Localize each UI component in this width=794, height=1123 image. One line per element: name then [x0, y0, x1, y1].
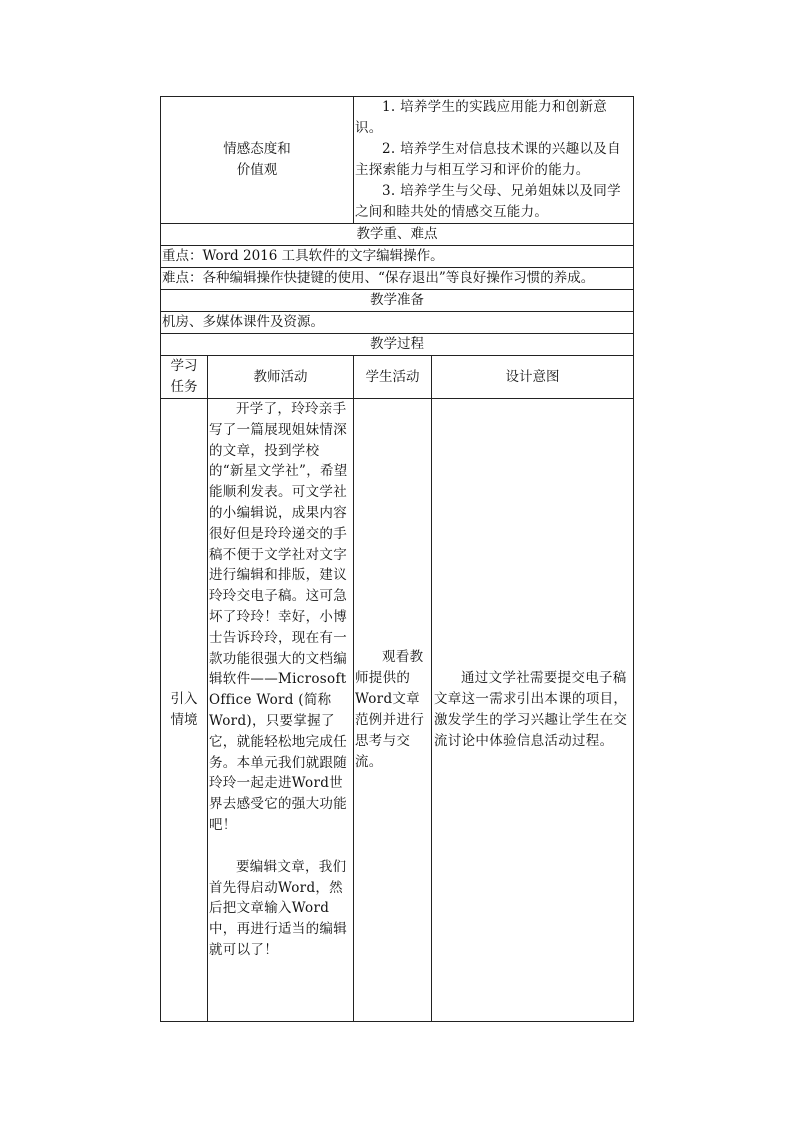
affect-label-line1: 情感态度和 [223, 141, 291, 157]
column-teacher: 教师活动 [208, 356, 354, 399]
column-student: 学生活动 [354, 356, 432, 399]
affect-item-1: 1. 培养学生的实践应用能力和创新意识。 [355, 99, 608, 136]
row-task-line2: 情境 [170, 712, 198, 728]
design-intent-text: 通过文学社需要提交电子稿文章这一需求引出本课的项目，激发学生的学习兴趣让学生在交流讨论中体验信息活动过程。 [434, 670, 628, 749]
process-heading: 教学过程 [161, 334, 634, 356]
preparation-heading-row [161, 290, 634, 312]
process-columns-row [161, 356, 634, 399]
column-task [161, 356, 208, 399]
lesson-plan-page [160, 96, 633, 1022]
student-activity [354, 399, 432, 1022]
column-design: 设计意图 [432, 356, 634, 399]
difficult-point-row [161, 268, 634, 290]
keypoints-heading-row [161, 224, 634, 246]
teacher-activity-p1: 开学了，玲玲亲手写了一篇展现姐妹情深的文章，投到学校的“新星文学社”，希望能顺利发表。可文学社的小编辑说，成果内容很好但是玲玲递交的手稿不便于文学社对文字进行编辑和排版，建议玲玲交电子稿。这可急坏了玲玲！幸好，小博士告诉玲玲，现在有一款功能很强大的文档编辑软件——Microsoft Office Word (简称Word)，只要掌握了它，就能轻松地完成任务。本单元我们就跟随玲玲一起走进Word世界去感受它的强大功能吧！ [209, 401, 348, 833]
teacher-activity [208, 399, 354, 1022]
process-row [161, 399, 634, 1022]
column-task-line1: 学习 [170, 358, 198, 374]
affect-item-2: 2. 培养学生对信息技术课的兴趣以及自主探索能力与相互学习和评价的能力。 [355, 141, 621, 178]
preparation-heading: 教学准备 [161, 290, 634, 312]
column-task-line2: 任务 [170, 379, 198, 395]
row-task-line1: 引入 [170, 691, 198, 707]
affect-content [354, 97, 634, 224]
difficult-point: 难点：各种编辑操作快捷键的使用、“保存退出”等良好操作习惯的养成。 [161, 268, 634, 290]
affect-label [161, 97, 354, 224]
preparation-content: 机房、多媒体课件及资源。 [161, 312, 634, 334]
lesson-plan-table [160, 96, 634, 1022]
process-heading-row [161, 334, 634, 356]
affect-row [161, 97, 634, 224]
key-point: 重点：Word 2016 工具软件的文字编辑操作。 [161, 246, 634, 268]
affect-label-line2: 价值观 [236, 162, 278, 178]
student-activity-text: 观看教师提供的Word文章范例并进行思考与交流。 [355, 649, 424, 770]
preparation-row [161, 312, 634, 334]
design-intent [432, 399, 634, 1022]
keypoints-heading: 教学重、难点 [161, 224, 634, 246]
teacher-activity-p2: 要编辑文章，我们首先得启动Word，然后把文章输入Word中，再进行适当的编辑就可以了！ [209, 858, 347, 958]
affect-item-3: 3. 培养学生与父母、兄弟姐妹以及同学之间和睦共处的情感交互能力。 [355, 183, 621, 220]
row-task [161, 399, 208, 1022]
key-point-row [161, 246, 634, 268]
